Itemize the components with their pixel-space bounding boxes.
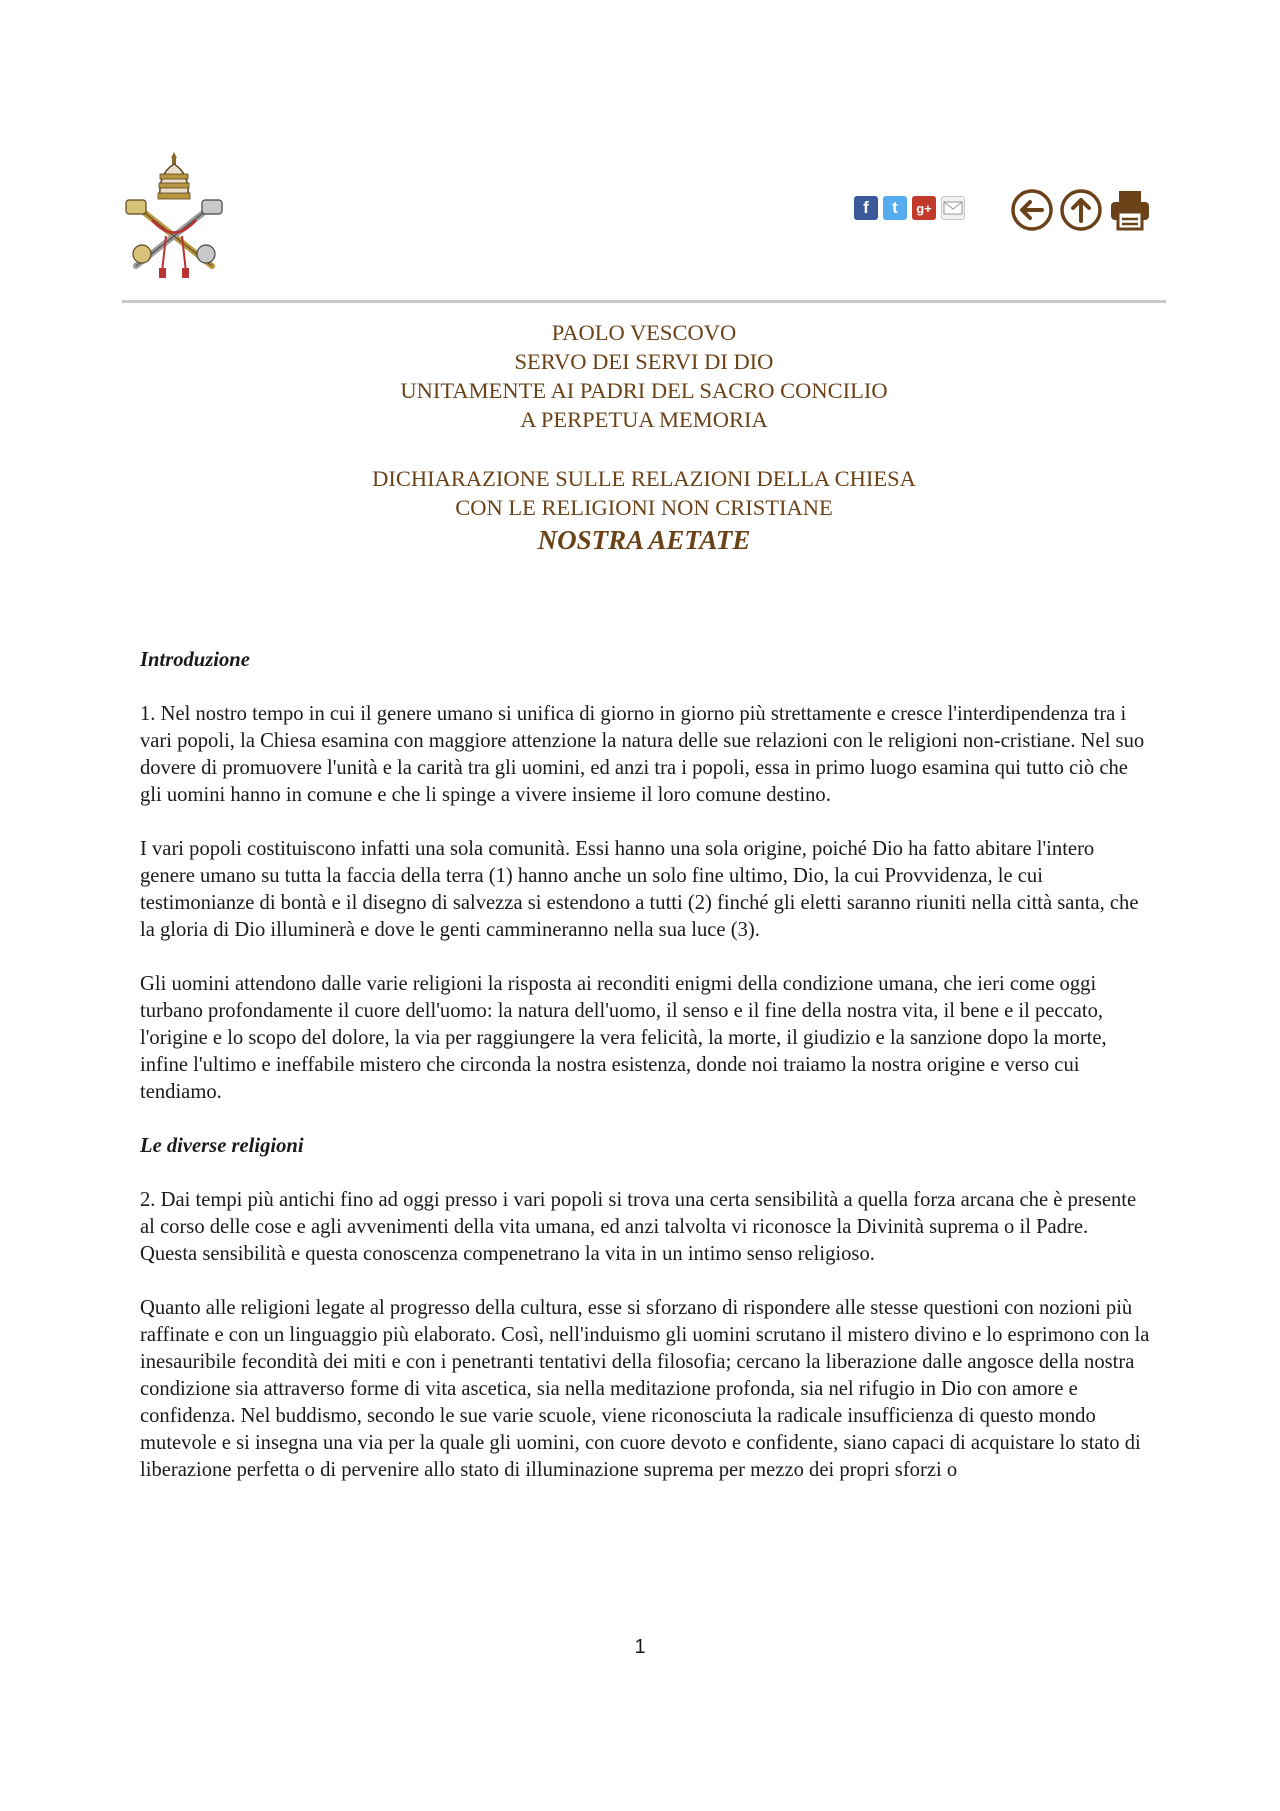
- facebook-icon[interactable]: f: [854, 196, 878, 220]
- document-body: [140, 647, 1150, 1511]
- paragraph-4: 2. Dai tempi più antichi fino ad oggi presso i vari popoli si trova una certa sensibilità a quella forza arcana che è presente al corso delle cose e agli avvenimenti della vita umana, ed anzi talvolta vi riconosce la Divinità suprema o il Padre. Questa sensibilità e questa conoscenza compenetrano la vita in un intimo senso religioso.: [140, 1189, 1137, 1265]
- title-line-3: UNITAMENTE AI PADRI DEL SACRO CONCILIO: [400, 378, 888, 403]
- up-arrow-icon[interactable]: [1059, 188, 1103, 232]
- social-share-bar: [854, 196, 965, 220]
- twitter-icon[interactable]: t: [883, 196, 907, 220]
- paragraph-1: 1. Nel nostro tempo in cui il genere umano si unifica di giorno in giorno più strettamente e cresce l'interdipendenza tra i vari popoli, la Chiesa esamina con maggiore attenzione la natura delle sue relazioni con le religioni non-cristiane. Nel suo dovere di promuovere l'unità e la carità tra gli uomini, ed anzi tra i popoli, essa in primo luogo esamina qui tutto ciò che gli uomini hanno in comune e che li spinge a vivere insieme il loro comune destino.: [140, 703, 1145, 806]
- title-line-2: SERVO DEI SERVI DI DIO: [514, 349, 774, 374]
- google-plus-icon[interactable]: g+: [912, 196, 936, 220]
- title-line-5: DICHIARAZIONE SULLE RELAZIONI DELLA CHIESA: [372, 466, 916, 491]
- document-main-title: NOSTRA AETATE: [537, 525, 751, 555]
- paragraph-3: Gli uomini attendono dalle varie religioni la risposta ai reconditi enigmi della condizione umana, che ieri come oggi turbano profondamente il cuore dell'uomo: la natura dell'uomo, il senso e il fine della nostra vita, il bene e il peccato, l'origine e lo scopo del dolore, la via per raggiungere la vera felicità, la morte, il giudizio e la sanzione dopo la morte, infine l'ultimo e ineffabile mistero che circonda la nostra esistenza, donde noi traiamo la nostra origine e verso cui tendiamo.: [140, 973, 1107, 1103]
- title-line-1: PAOLO VESCOVO: [551, 320, 737, 345]
- papal-emblem-icon: [122, 150, 226, 280]
- document-title-block: [122, 318, 1166, 557]
- title-line-4: A PERPETUA MEMORIA: [520, 407, 768, 432]
- title-line-6: CON LE RELIGIONI NON CRISTIANE: [455, 495, 833, 520]
- section-heading-religioni: Le diverse religioni: [140, 1135, 304, 1157]
- section-heading-introduzione: Introduzione: [140, 649, 250, 671]
- back-arrow-icon[interactable]: [1010, 188, 1054, 232]
- page-header: [122, 150, 1164, 298]
- paragraph-5: Quanto alle religioni legate al progresso della cultura, esse si sforzano di rispondere alle stesse questioni con nozioni più raffinate e con un linguaggio più elaborato. Così, nell'induismo gli uomini scrutano il mistero divino e lo esprimono con la inesauribile fecondità dei miti e con i penetranti tentativi della filosofia; cercano la liberazione dalle angosce della nostra condizione sia attraverso forme di vita ascetica, sia nella meditazione profonda, sia nel rifugio in Dio con amore e confidenza. Nel buddismo, secondo le sue varie scuole, viene riconosciuta la radicale insufficienza di questo mondo mutevole e si insegna una via per la quale gli uomini, con cuore devoto e confidente, siano capaci di acquistare lo stato di liberazione perfetta o di pervenire allo stato di illuminazione suprema per mezzo dei propri sforzi o: [140, 1297, 1150, 1481]
- header-divider: [122, 300, 1166, 303]
- paragraph-2: I vari popoli costituiscono infatti una sola comunità. Essi hanno una sola origine, poiché Dio ha fatto abitare l'intero genere umano su tutta la faccia della terra (1) hanno anche un solo fine ultimo, Dio, la cui Provvidenza, le cui testimonianze di bontà e il disegno di salvezza si estendono a tutti (2) finché gli eletti saranno riuniti nella città santa, che la gloria di Dio illuminerà e dove le genti cammineranno nella sua luce (3).: [140, 838, 1139, 941]
- navigation-icons: [1010, 188, 1152, 232]
- print-icon[interactable]: [1108, 188, 1152, 232]
- email-icon[interactable]: [941, 196, 965, 220]
- page-number: 1: [634, 1636, 646, 1658]
